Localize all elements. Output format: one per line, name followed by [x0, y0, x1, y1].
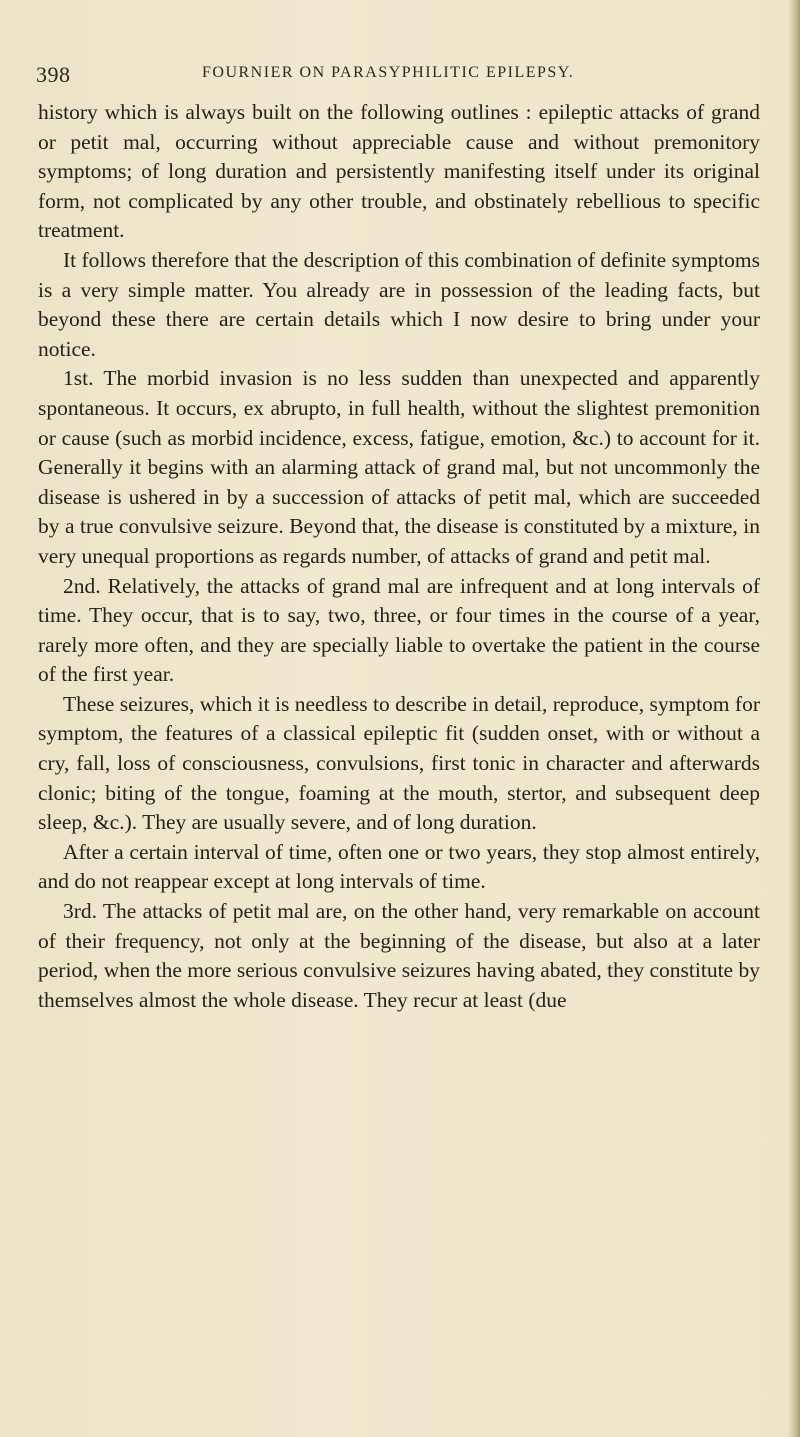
running-head: FOURNIER ON PARASYPHILITIC EPILEPSY.	[202, 64, 575, 81]
paragraph: After a certain interval of time, often one or two years, they stop almost entirely, and do not reappear except at long intervals of time.	[38, 839, 760, 894]
page-edge-shadow	[788, 0, 800, 1437]
page-number: 398	[36, 62, 71, 87]
paragraph: history which is always built on the following outlines : epileptic attacks of grand or petit mal, occurring without appreciable cause and without premonitory symptoms; of long duration and persistently manifesting itself under its original form, not complicated by any other trouble, and obstinately rebellious to specific treatment.	[38, 100, 760, 243]
paragraph: It follows therefore that the description of this combination of definite symptoms is a very simple matter. You already are in possession of the leading facts, but beyond these there are certain details which I now desire to bring under your notice.	[38, 247, 760, 361]
page-header	[36, 62, 756, 88]
paragraph: 3rd. The attacks of petit mal are, on the other hand, very remarkable on account of their frequency, not only at the beginning of the disease, but also at a later period, when the more serious convulsive seizures having abated, they constitute by themselves almost the whole disease. They recur at least (due	[38, 899, 760, 1012]
body-text	[38, 98, 760, 1015]
paragraph: 2nd. Relatively, the attacks of grand mal are infrequent and at long intervals of time. They occur, that is to say, two, three, or four times in the course of a year, rarely more often, and they are specially liable to overtake the patient in the course of the first year.	[38, 573, 760, 687]
paragraph: These seizures, which it is needless to describe in detail, reproduce, symptom for symptom, the features of a classical epileptic fit (sudden onset, with or without a cry, fall, loss of consciousness, convulsions, first tonic in character and afterwards clonic; biting of the tongue, foaming at the mouth, stertor, and subsequent deep sleep, &c.). They are usually severe, and of long duration.	[38, 691, 760, 835]
paragraph: 1st. The morbid invasion is no less sudden than unexpected and apparently spontaneous. It occurs, ex abrupto, in full health, without the slightest premonition or cause (such as morbid incidence, excess, fatigue, emotion, &c.) to account for it. Generally it begins with an alarming attack of grand mal, but not uncommonly the disease is ushered in by a succession of attacks of petit mal, which are succeeded by a true convulsive seizure. Beyond that, the disease is constituted by a mixture, in very unequal proportions as regards number, of attacks of grand and petit mal.	[38, 366, 760, 568]
